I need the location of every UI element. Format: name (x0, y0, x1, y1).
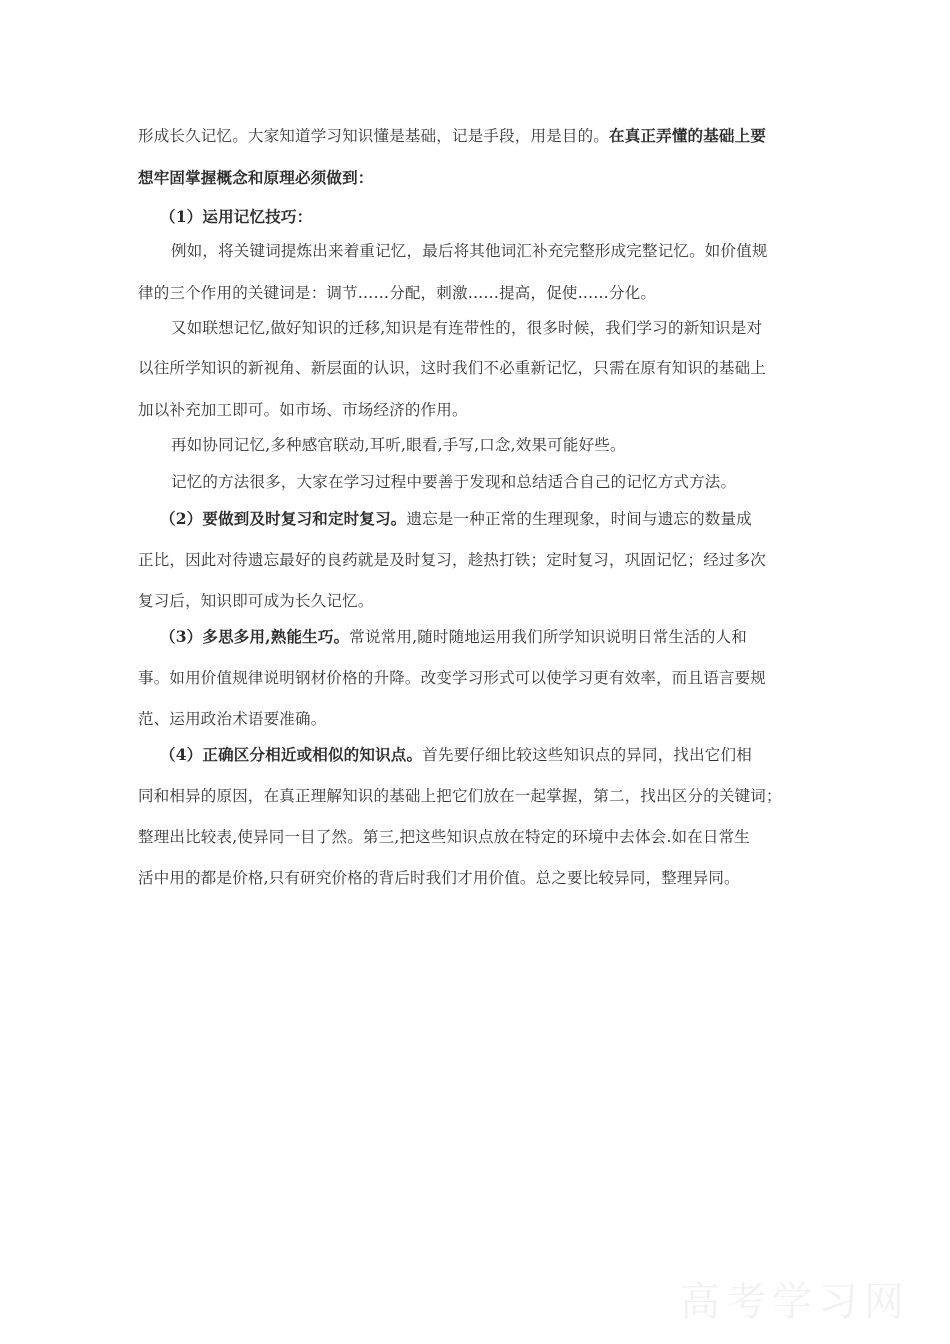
heading-text: （4）正确区分相近或相似的知识点。 (160, 745, 423, 764)
paragraph-line: 活中用的都是价格,只有研究价格的背后时我们才用价值。总之要比较异同，整理异同。 (138, 869, 740, 887)
paragraph-line: 整理出比较表,使异同一目了然。第三,把这些知识点放在特定的环境中去体会.如在日常生 (138, 828, 750, 846)
paragraph-line: 记忆的方法很多，大家在学习过程中要善于发现和总结适合自己的记忆方式方法。 (171, 473, 737, 491)
paragraph-line: 以往所学知识的新视角、新层面的认识，这时我们不必重新记忆，只需在原有知识的基础上 (138, 359, 767, 377)
section-heading-2 (160, 509, 840, 529)
paragraph-line (138, 126, 818, 146)
watermark: 高考学习网 (680, 1279, 910, 1325)
text-run: 首先要仔细比较这些知识点的异同，找出它们相 (422, 746, 752, 764)
paragraph-line: 又如联想记忆,做好知识的迁移,知识是有连带性的，很多时候，我们学习的新知识是对 (171, 319, 763, 337)
text-run: 常说常用,随时随地运用我们所学知识说明日常生活的人和 (349, 628, 747, 646)
paragraph-line: 正比，因此对待遗忘最好的良药就是及时复习，趁热打铁；定时复习，巩固记忆；经过多次 (138, 551, 767, 569)
section-heading-1 (160, 207, 840, 227)
text-run: 形成长久记忆。大家知道学习知识懂是基础，记是手段，用是目的。 (138, 127, 610, 145)
heading-text: （2）要做到及时复习和定时复习。 (160, 509, 407, 528)
paragraph-line: 复习后，知识即可成为长久记忆。 (138, 592, 374, 610)
section-heading-4 (160, 745, 840, 765)
paragraph-line: 事。如用价值规律说明钢材价格的升降。改变学习形式可以使学习更有效率，而且语言要规 (138, 669, 767, 687)
paragraph-line (138, 168, 818, 188)
bold-text-run: 在真正弄懂的基础上要 (609, 126, 767, 145)
text-run: 遗忘是一种正常的生理现象，时间与遗忘的数量成 (406, 510, 752, 528)
paragraph-line: 加以补充加工即可。如市场、市场经济的作用。 (138, 401, 468, 419)
heading-text: （1）运用记忆技巧： (160, 207, 313, 226)
heading-text: （3）多思多用,熟能生巧。 (160, 627, 350, 646)
paragraph-line: 律的三个作用的关键词是：调节……分配，刺激……提高，促使……分化。 (138, 284, 657, 302)
paragraph-line: 范、运用政治术语要准确。 (138, 710, 327, 728)
paragraph-line: 同和相异的原因，在真正理解知识的基础上把它们放在一起掌握，第二，找出区分的关键词； (138, 787, 782, 805)
paragraph-line: 例如，将关键词提炼出来着重记忆，最后将其他词汇补充完整形成完整记忆。如价值规 (171, 242, 768, 260)
section-heading-3 (160, 627, 840, 647)
paragraph-line: 再如协同记忆,多种感官联动,耳听,眼看,手写,口念,效果可能好些。 (171, 436, 626, 454)
bold-text-run: 想牢固掌握概念和原理必须做到： (138, 168, 374, 187)
